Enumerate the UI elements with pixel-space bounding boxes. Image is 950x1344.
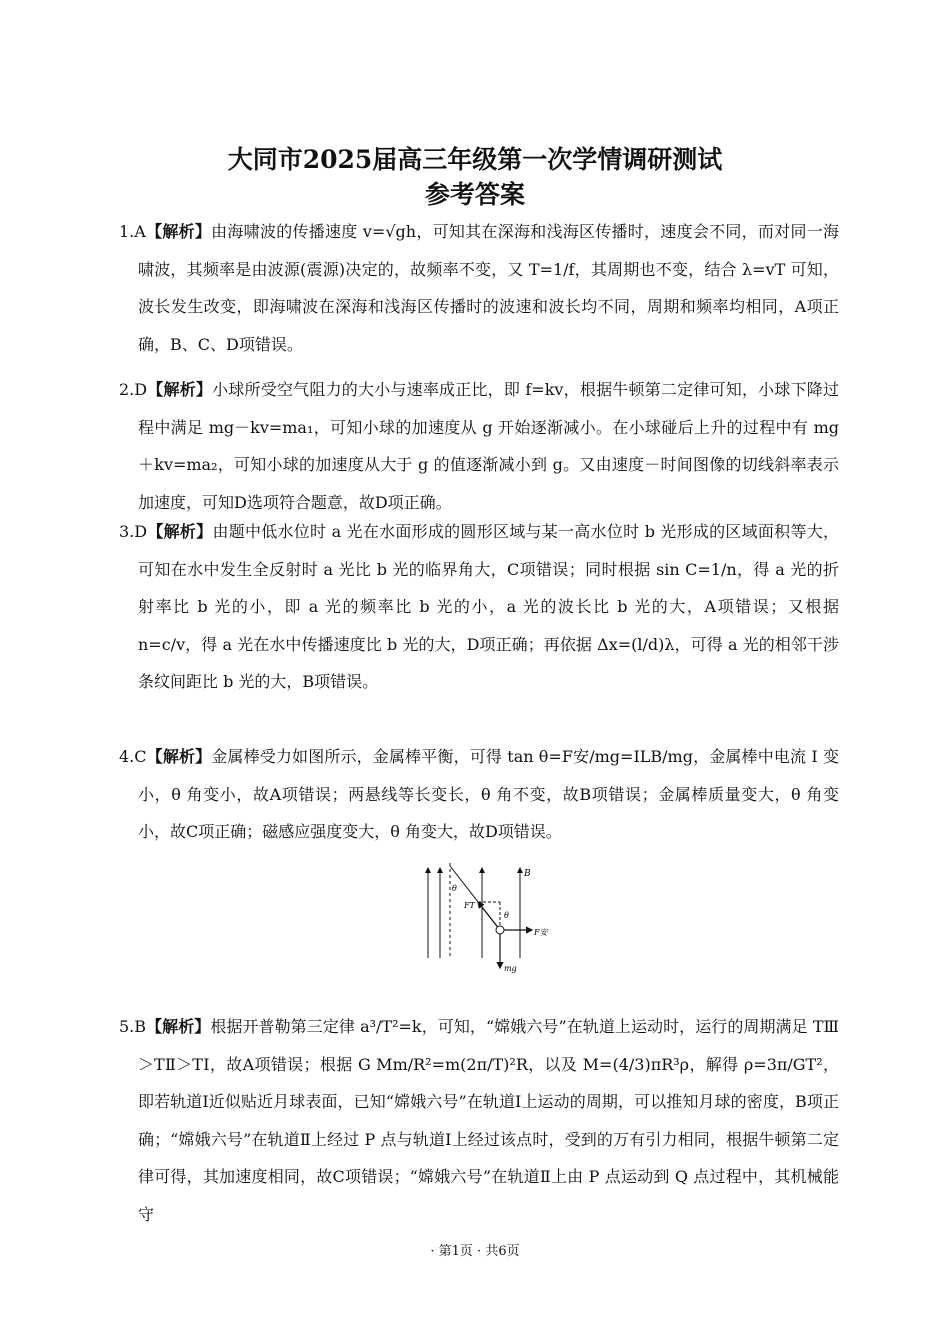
answer-2-text: 小球所受空气阻力的大小与速率成正比，即 f=kv，根据牛顿第二定律可知，小球下降过程中满足 mg－kv=ma₁，可知小球的加速度从 g 开始逐渐减小。在小球碰后上升的过程中有 mg＋kv=ma₂，可知小球的加速度从大于 g 的值逐渐减小到 g。又由速度－时间图像的切线斜率表示加速度，可知D选项符合题意，故D项正确。 bbox=[138, 380, 839, 512]
answer-2: 2.D【解析】小球所受空气阻力的大小与速率成正比，即 f=kv，根据牛顿第二定律可知，小球下降过程中满足 mg－kv=ma₁，可知小球的加速度从 g 开始逐渐减小。在小球碰后上升的过程中有 mg＋kv=ma₂，可知小球的加速度从大于 g 的值逐渐减小到 g。又由速度－时间图像的切线斜率表示加速度，可知D选项符合题意，故D项正确。 bbox=[119, 380, 839, 512]
answer-4: 4.C【解析】金属棒受力如图所示，金属棒平衡，可得 tan θ=F安/mg=ILB/mg，金属棒中电流 I 变小，θ 角变小，故A项错误；两悬线等长变长，θ 角不变，故B项错误；金属棒质量变大，θ 角变小，故C项正确；磁感应强度变大，θ 角变大，故D项错误。 bbox=[119, 747, 839, 841]
answer-3: 3.D【解析】由题中低水位时 a 光在水面形成的圆形区域与某一高水位时 b 光形成的区域面积等大，可知在水中发生全反射时 a 光比 b 光的临界角大，C项错误；同时根据 sin C=1/n，得 a 光的折射率比 b 光的小，即 a 光的频率比 b 光的小，a 光的波长比 b 光的大，A项错误；又根据 n=c/v，得 a 光在水中传播速度比 b 光的大，D项正确；再依据 Δx=(l/d)λ，可得 a 光的相邻干涉条纹间距比 b 光的大，B项错误。 bbox=[119, 522, 839, 691]
answer-4-text: 金属棒受力如图所示，金属棒平衡，可得 tan θ=F安/mg=ILB/mg，金属棒中电流 I 变小，θ 角变小，故A项错误；两悬线等长变长，θ 角不变，故B项错误；金属棒质量变大，θ 角变小，故C项正确；磁感应强度变大，θ 角变大，故D项错误。 bbox=[138, 747, 839, 841]
answer-1-text: 由海啸波的传播速度 v=√gh，可知其在深海和浅海区传播时，速度会不同，而对同一海啸波，其频率是由波源(震源)决定的，故频率不变，又 T=1/f，其周期也不变，结合 λ=vT 可知，波长发生改变，即海啸波在深海和浅海区传播时的波速和波长均不同，周期和频率均相同，A项正确，B、C、D项错误。 bbox=[138, 222, 839, 354]
label-B: B bbox=[524, 869, 531, 879]
label-Fan: F安 bbox=[534, 928, 548, 937]
answer-5: 5.B【解析】根据开普勒第三定律 a³/T²=k，可知，“嫦娥六号”在轨道上运动时，运行的周期满足 TⅢ＞TⅡ＞TⅠ，故A项错误；根据 G Mm/R²=m(2π/T)²R，以及 M=(4/3)πR³ρ，解得 ρ=3π/GT²，即若轨道Ⅰ近似贴近月球表面，已知“嫦娥六号”在轨道Ⅰ上运动的周期，可以推知月球的密度，B项正确；“嫦娥六号”在轨道Ⅱ上经过 P 点与轨道Ⅰ上经过该点时，受到的万有引力相同，根据牛顿第二定律可得，其加速度相同，故C项错误；“嫦娥六号”在轨道Ⅱ上由 P 点运动到 Q 点过程中，其机械能守 bbox=[119, 1017, 839, 1224]
tension-arrow bbox=[478, 902, 500, 930]
answer-5-text: 根据开普勒第三定律 a³/T²=k，可知，“嫦娥六号”在轨道上运动时，运行的周期满足 TⅢ＞TⅡ＞TⅠ，故A项错误；根据 G Mm/R²=m(2π/T)²R，以及 M=(4/3)πR³ρ，解得 ρ=3π/GT²，即若轨道Ⅰ近似贴近月球表面，已知“嫦娥六号”在轨道Ⅰ上运动的周期，可以推知月球的密度，B项正确；“嫦娥六号”在轨道Ⅱ上经过 P 点与轨道Ⅰ上经过该点时，受到的万有引力相同，根据牛顿第二定律可得，其加速度相同，故C项错误；“嫦娥六号”在轨道Ⅱ上由 P 点运动到 Q 点过程中，其机械能守 bbox=[138, 1017, 839, 1224]
metal-rod bbox=[496, 926, 504, 934]
answer-3-text: 由题中低水位时 a 光在水面形成的圆形区域与某一高水位时 b 光形成的区域面积等大，可知在水中发生全反射时 a 光比 b 光的临界角大，C项错误；同时根据 sin C=1/n，得 a 光的折射率比 b 光的小，即 a 光的频率比 b 光的小，a 光的波长比 b 光的大，A项错误；又根据 n=c/v，得 a 光在水中传播速度比 b 光的大，D项正确；再依据 Δx=(l/d)λ，可得 a 光的相邻干涉条纹间距比 b 光的大，B项错误。 bbox=[138, 522, 839, 691]
label-theta-2: θ bbox=[504, 911, 509, 920]
label-theta: θ bbox=[452, 884, 457, 893]
page-footer: · 第1页 · 共6页 bbox=[430, 1244, 520, 1259]
page-subtitle: 参考答案 bbox=[424, 180, 525, 209]
page-title: 大同市2025届高三年级第一次学情调研测试 bbox=[227, 145, 723, 174]
label-mg: mg bbox=[504, 964, 517, 973]
force-diagram bbox=[420, 858, 550, 976]
answer-1: 1.A【解析】由海啸波的传播速度 v=√gh，可知其在深海和浅海区传播时，速度会不同，而对同一海啸波，其频率是由波源(震源)决定的，故频率不变，又 T=1/f，其周期也不变，结合 λ=vT 可知，波长发生改变，即海啸波在深海和浅海区传播时的波速和波长均不同，周期和频率均相同，A项正确，B、C、D项错误。 bbox=[119, 222, 839, 354]
label-FT: FT bbox=[464, 901, 475, 910]
